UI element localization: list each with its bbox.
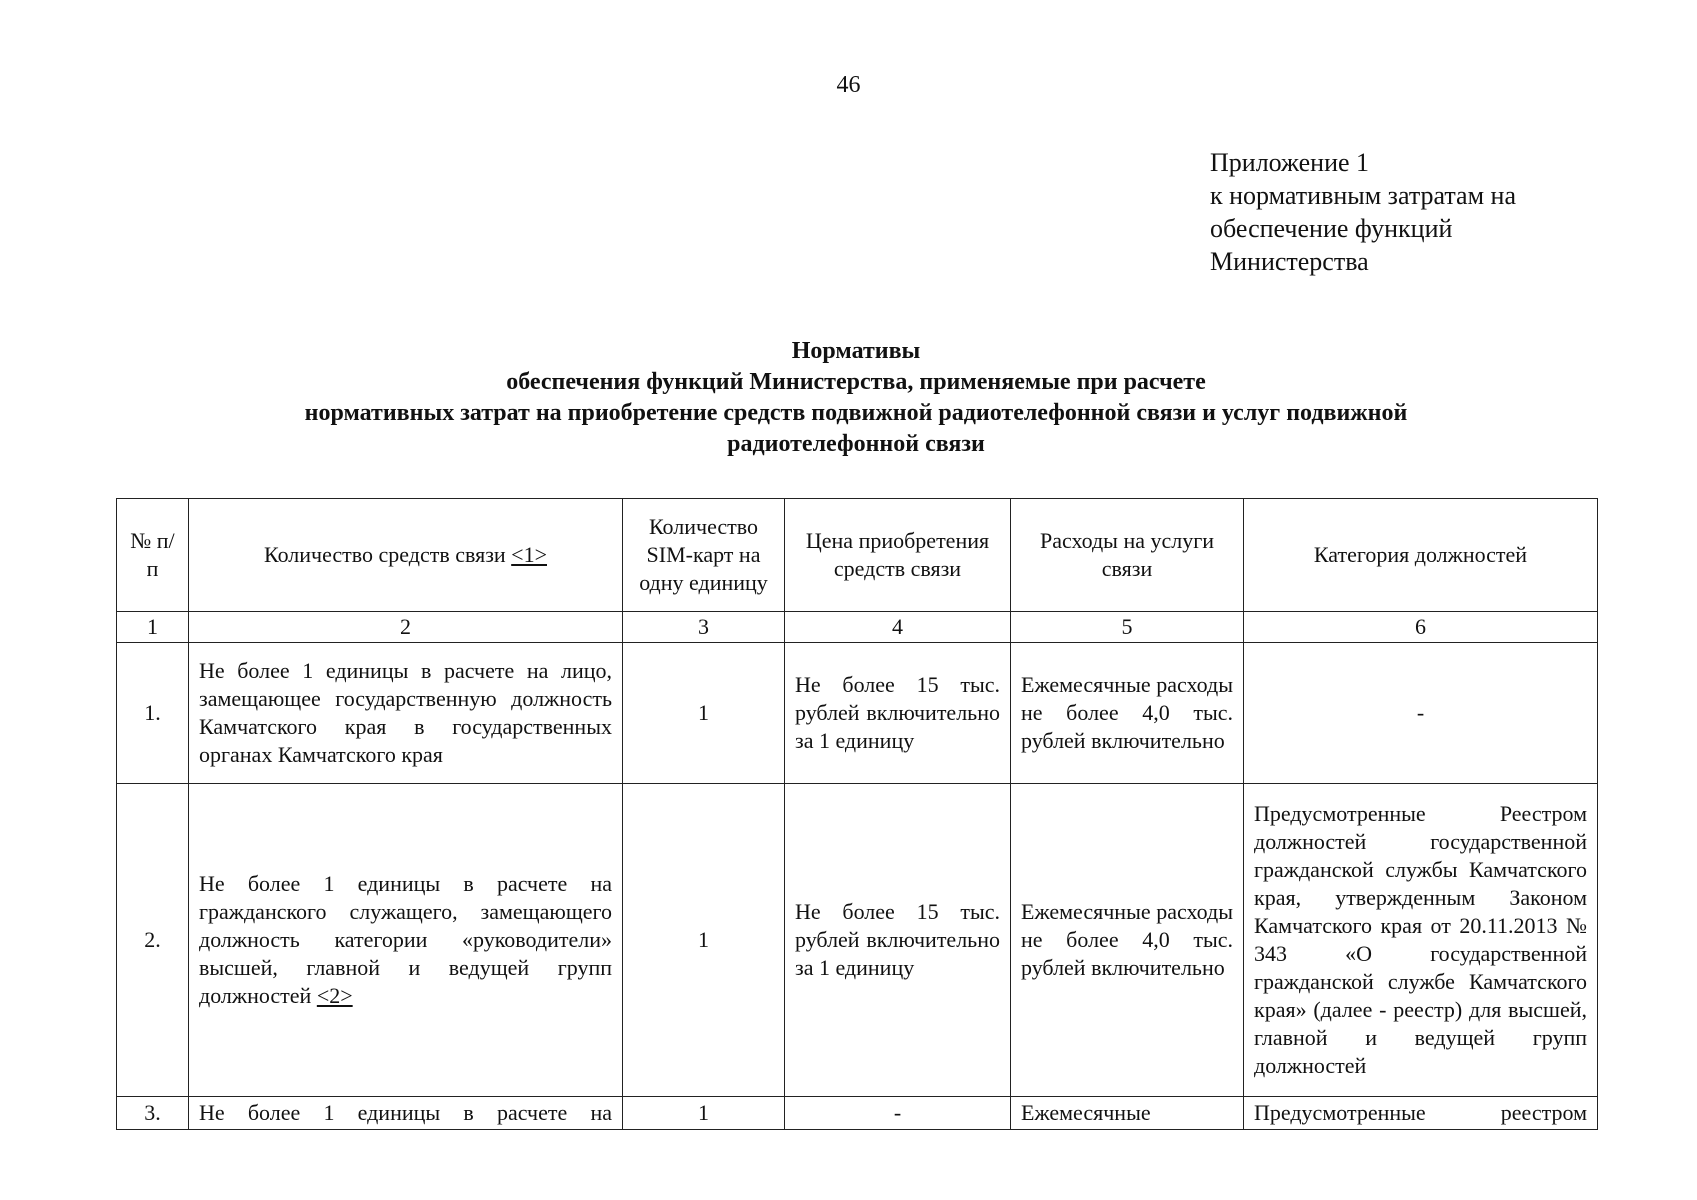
row-price: Не более 15 тыс. рублей включительно за 1 единицу — [785, 643, 1011, 784]
header-quantity-label: Количество средств связи — [263, 542, 512, 567]
header-category: Категория должностей — [1244, 499, 1598, 612]
appendix-line-3: обеспечение функций — [1210, 214, 1453, 243]
row-sim: 1 — [623, 784, 785, 1097]
row-num: 1. — [117, 643, 189, 784]
appendix-note — [1210, 146, 1516, 278]
row-category: Предусмотренные Реестром должностей государственной гражданской службы Камчатского края, утвержденным Законом Камчатского края от 20.11.2013 № 343 «О государственной гражданской службе Камчатского края» (далее - реестр) для высшей, главной и ведущей групп должностей — [1244, 784, 1598, 1097]
column-number: 5 — [1011, 612, 1244, 643]
column-number: 2 — [189, 612, 623, 643]
title-line-2: обеспечения функций Министерства, применяемые при расчете — [506, 369, 1206, 395]
title-line-4: радиотелефонной связи — [727, 431, 985, 457]
row-expenses: Ежемесячные расходы не более 4,0 тыс. рублей включительно — [1011, 643, 1244, 784]
table-row — [117, 643, 1598, 784]
row-sim: 1 — [623, 643, 785, 784]
row-quantity: Не более 1 единицы в расчете на лицо, замещающее государственную должность Камчатского края в государственных органах Камчатского края — [189, 643, 623, 784]
column-number: 4 — [785, 612, 1011, 643]
table-header-row — [117, 499, 1598, 612]
row-category: Предусмотренные реестром — [1244, 1097, 1598, 1130]
header-price: Цена приобретения средств связи — [785, 499, 1011, 612]
appendix-line-1: Приложение 1 — [1210, 148, 1370, 177]
row-category: - — [1244, 643, 1598, 784]
column-number: 3 — [623, 612, 785, 643]
norms-table — [116, 498, 1598, 1130]
row-quantity-text: Не более 1 единицы в расчете на гражданского служащего, замещающего должность категории «руководители» высшей, главной и ведущей групп должностей — [199, 871, 612, 1008]
row-price: - — [785, 1097, 1011, 1130]
row-quantity: Не более 1 единицы в расчете на — [189, 1097, 623, 1130]
header-quantity — [189, 499, 623, 612]
row-quantity — [189, 784, 623, 1097]
header-num: № п/п — [117, 499, 189, 612]
footnote-link-1[interactable]: <1> — [511, 542, 547, 567]
column-number-row — [117, 612, 1598, 643]
column-number: 6 — [1244, 612, 1598, 643]
table-row — [117, 1097, 1598, 1130]
table-row — [117, 784, 1598, 1097]
header-expenses: Расходы на услуги связи — [1011, 499, 1244, 612]
appendix-line-4: Министерства — [1210, 247, 1369, 276]
header-sim-cards: Количество SIM-карт на одну единицу — [623, 499, 785, 612]
row-num: 3. — [117, 1097, 189, 1130]
row-expenses: Ежемесячные расходы не более 4,0 тыс. рублей включительно — [1011, 784, 1244, 1097]
appendix-line-2: к нормативным затратам на — [1210, 181, 1516, 210]
title-line-3: нормативных затрат на приобретение средств подвижной радиотелефонной связи и услуг подвижной — [304, 400, 1408, 426]
row-sim: 1 — [623, 1097, 785, 1130]
row-num: 2. — [117, 784, 189, 1097]
document-title — [116, 336, 1596, 460]
page-number: 46 — [836, 72, 861, 98]
row-price: Не более 15 тыс. рублей включительно за 1 единицу — [785, 784, 1011, 1097]
title-line-1: Нормативы — [791, 338, 921, 364]
footnote-link-2[interactable]: <2> — [316, 983, 353, 1008]
row-expenses: Ежемесячные — [1011, 1097, 1244, 1130]
column-number: 1 — [117, 612, 189, 643]
